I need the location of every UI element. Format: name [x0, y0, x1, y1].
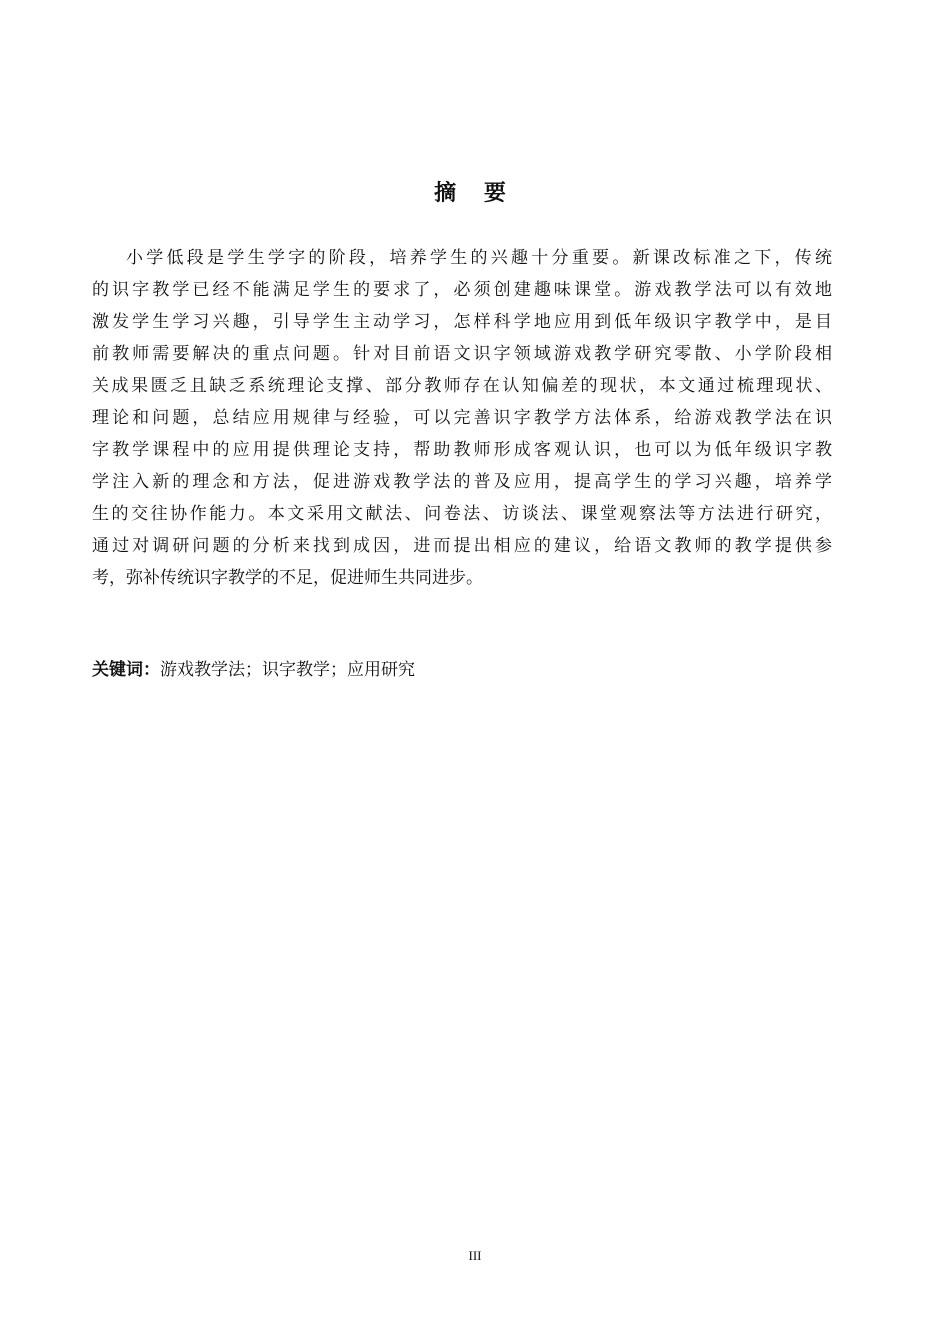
page-number: III [468, 1248, 482, 1263]
abstract-body [92, 242, 832, 594]
keywords-label: 关键词： [92, 660, 160, 680]
abstract-line: 字教学课程中的应用提供理论支持，帮助教师形成客观认识，也可以为低年级识字教 [92, 440, 832, 460]
keywords-text: 游戏教学法；识字教学；应用研究 [160, 660, 415, 680]
abstract-line: 小学低段是学生学字的阶段，培养学生的兴趣十分重要。新课改标准之下，传统 [126, 248, 832, 268]
abstract-line: 理论和问题，总结应用规律与经验，可以完善识字教学方法体系，给游戏教学法在识 [92, 408, 832, 428]
keywords-line [92, 654, 415, 686]
abstract-line: 学注入新的理念和方法，促进游戏教学法的普及应用，提高学生的学习兴趣，培养学 [92, 472, 832, 492]
abstract-line: 激发学生学习兴趣，引导学生主动学习，怎样科学地应用到低年级识字教学中，是目 [92, 312, 832, 332]
abstract-line: 前教师需要解决的重点问题。针对目前语文识字领域游戏教学研究零散、小学阶段相 [92, 344, 832, 364]
abstract-line: 通过对调研问题的分析来找到成因，进而提出相应的建议，给语文教师的教学提供参 [92, 536, 832, 556]
abstract-title: 摘 要 [434, 181, 516, 206]
abstract-line: 的识字教学已经不能满足学生的要求了，必须创建趣味课堂。游戏教学法可以有效地 [92, 280, 832, 300]
abstract-line: 考，弥补传统识字教学的不足，促进师生共同进步。 [92, 568, 483, 588]
abstract-line: 生的交往协作能力。本文采用文献法、问卷法、访谈法、课堂观察法等方法进行研究， [92, 504, 832, 524]
abstract-line: 关成果匮乏且缺乏系统理论支撑、部分教师存在认知偏差的现状，本文通过梳理现状、 [92, 376, 832, 396]
